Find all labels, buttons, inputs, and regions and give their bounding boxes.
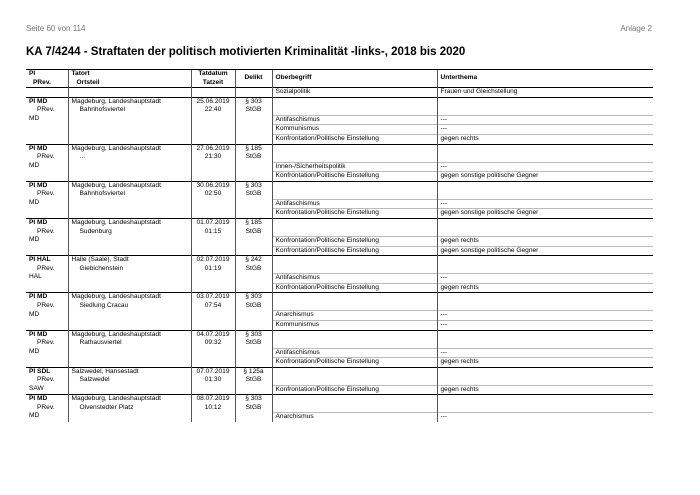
pi-cell bbox=[26, 330, 68, 367]
datum-value: 07.07.2019 bbox=[196, 367, 230, 375]
oberbegriff-cell: Anarchismus bbox=[272, 311, 437, 321]
pi-value: PI MD bbox=[29, 144, 48, 152]
tatort-value: Magdeburg, Landeshauptstadt bbox=[71, 97, 161, 105]
tatort-cell bbox=[68, 293, 191, 330]
record-row bbox=[26, 144, 653, 162]
unterthema-cell: --- bbox=[437, 125, 653, 135]
oberbegriff-cell: Konfrontation/Politische Einstellung bbox=[272, 283, 437, 293]
spacer-cell bbox=[272, 330, 437, 348]
datum-value: 25.06.2019 bbox=[196, 97, 230, 105]
tatort-value: Magdeburg, Landeshauptstadt bbox=[71, 330, 161, 338]
unterthema-cell: --- bbox=[437, 311, 653, 321]
pi-cell bbox=[26, 181, 68, 218]
zeit-value: 22:40 bbox=[204, 106, 222, 114]
spacer-cell bbox=[272, 395, 437, 413]
tatdatum-cell bbox=[191, 144, 235, 181]
oberbegriff-cell: Antifaschismus bbox=[272, 348, 437, 358]
tatort-cell bbox=[68, 181, 191, 218]
oberbegriff-cell: Konfrontation/Politische Einstellung bbox=[272, 172, 437, 182]
pi-cell bbox=[26, 218, 68, 255]
oberbegriff-cell: Innen-/Sicherheitspolitik bbox=[272, 162, 437, 172]
unterthema-cell: gegen rechts bbox=[437, 134, 653, 144]
datum-value: 02.07.2019 bbox=[196, 256, 230, 264]
record-row bbox=[26, 330, 653, 348]
annex-label: Anlage 2 bbox=[620, 24, 652, 33]
datum-value: 08.07.2019 bbox=[196, 395, 230, 403]
pi-value: PI MD bbox=[29, 97, 48, 105]
pi-value: PI MD bbox=[29, 293, 48, 301]
oberbegriff-cell: Kommunismus bbox=[272, 320, 437, 330]
oberbegriff-cell: Antifaschismus bbox=[272, 115, 437, 125]
pi-value: PI MD bbox=[29, 218, 48, 226]
spacer-cell bbox=[272, 181, 437, 199]
spacer-cell bbox=[437, 293, 653, 311]
unterthema-cell: --- bbox=[437, 320, 653, 330]
delikt-cell: § 185 StGB bbox=[235, 218, 272, 255]
spacer-cell bbox=[272, 97, 437, 115]
spacer-cell bbox=[437, 97, 653, 115]
unterthema-cell: gegen sonstige politische Gegner bbox=[437, 172, 653, 182]
col-unterthema: Unterthema bbox=[437, 70, 653, 88]
page-number: Seite 60 von 114 bbox=[26, 24, 86, 33]
pi-value: PI MD bbox=[29, 330, 48, 338]
prev-value: PRev. MD bbox=[29, 190, 55, 206]
zeit-value: 01:15 bbox=[204, 227, 222, 235]
oberbegriff-cell: Anarchismus bbox=[272, 413, 437, 422]
spacer-cell bbox=[272, 293, 437, 311]
empty-cell bbox=[68, 88, 191, 98]
tatort-cell bbox=[68, 218, 191, 255]
unterthema-cell: --- bbox=[437, 413, 653, 422]
oberbegriff-cell: Konfrontation/Politische Einstellung bbox=[272, 209, 437, 219]
spacer-cell bbox=[437, 181, 653, 199]
ortsteil-value: Olvenstedter Platz bbox=[79, 403, 134, 411]
tatort-value: Magdeburg, Landeshauptstadt bbox=[71, 293, 161, 301]
tatdatum-cell bbox=[191, 367, 235, 395]
unterthema-cell: --- bbox=[437, 274, 653, 284]
tatort-value: Salzwedel, Hansestadt bbox=[71, 367, 139, 375]
ortsteil-value: Rathausviertel bbox=[79, 339, 122, 347]
spacer-cell bbox=[437, 144, 653, 162]
tatort-cell bbox=[68, 97, 191, 144]
delikt-cell: § 303 StGB bbox=[235, 395, 272, 422]
tatdatum-cell bbox=[191, 181, 235, 218]
oberbegriff-cell: Kommunismus bbox=[272, 125, 437, 135]
zeit-value: 02:50 bbox=[204, 190, 222, 198]
spacer-cell bbox=[437, 256, 653, 274]
tatort-cell bbox=[68, 367, 191, 395]
ortsteil-value: Bahnhofsviertel bbox=[79, 190, 125, 198]
pi-value: PI MD bbox=[29, 395, 48, 403]
ortsteil-value: Salzwedel bbox=[79, 376, 110, 384]
record-row bbox=[26, 97, 653, 115]
record-row bbox=[26, 367, 653, 385]
delikt-cell: § 303 StGB bbox=[235, 181, 272, 218]
tatdatum-cell bbox=[191, 218, 235, 255]
datum-value: 01.07.2019 bbox=[196, 218, 230, 226]
ortsteil-value: ... bbox=[79, 153, 85, 161]
record-row bbox=[26, 181, 653, 199]
unterthema-cell: Frauen und Gleichstellung bbox=[437, 88, 653, 98]
table-header bbox=[26, 70, 653, 88]
oberbegriff-cell: Antifaschismus bbox=[272, 199, 437, 209]
datum-value: 03.07.2019 bbox=[196, 293, 230, 301]
unterthema-cell: gegen rechts bbox=[437, 358, 653, 368]
oberbegriff-cell: Konfrontation/Politische Einstellung bbox=[272, 385, 437, 395]
document-title: KA 7/4244 - Straftaten der politisch motivierten Kriminalität -links-, 2018 bis 2020 bbox=[26, 46, 466, 58]
empty-cell bbox=[235, 88, 272, 98]
delikt-cell: § 303 StGB bbox=[235, 293, 272, 330]
prev-value: PRev. MD bbox=[29, 339, 55, 355]
spacer-cell bbox=[272, 256, 437, 274]
tatdatum-cell bbox=[191, 256, 235, 293]
delikt-cell: § 185 StGB bbox=[235, 144, 272, 181]
zeit-value: 01:30 bbox=[204, 376, 222, 384]
tatort-value: Magdeburg, Landeshauptstadt bbox=[71, 218, 161, 226]
tatort-cell bbox=[68, 144, 191, 181]
pi-value: PI HAL bbox=[29, 256, 51, 264]
tatort-value: Halle (Saale), Stadt bbox=[71, 256, 129, 264]
record-row bbox=[26, 395, 653, 413]
pi-cell bbox=[26, 293, 68, 330]
unterthema-cell: gegen sonstige politische Gegner bbox=[437, 246, 653, 256]
delikt-cell: § 242 StGB bbox=[235, 256, 272, 293]
unterthema-cell: --- bbox=[437, 162, 653, 172]
col-tatdatum: Tatdatum Tatzeit bbox=[191, 70, 235, 88]
table-row bbox=[26, 88, 653, 98]
col-tatort: Tatort Ortsteil bbox=[68, 70, 191, 88]
oberbegriff-cell: Sozialpolitik bbox=[272, 88, 437, 98]
zeit-value: 21:30 bbox=[204, 153, 222, 161]
spacer-cell bbox=[437, 395, 653, 413]
ortsteil-value: Siedlung Cracau bbox=[79, 301, 129, 309]
spacer-cell bbox=[437, 218, 653, 236]
tatdatum-cell bbox=[191, 395, 235, 422]
crime-table bbox=[26, 69, 653, 422]
datum-value: 04.07.2019 bbox=[196, 330, 230, 338]
pi-value: PI MD bbox=[29, 181, 48, 189]
spacer-cell bbox=[437, 367, 653, 385]
empty-cell bbox=[191, 88, 235, 98]
delikt-cell: § 125a StGB bbox=[235, 367, 272, 395]
tatdatum-cell bbox=[191, 330, 235, 367]
record-row bbox=[26, 293, 653, 311]
unterthema-cell: --- bbox=[437, 348, 653, 358]
unterthema-cell: --- bbox=[437, 199, 653, 209]
record-row bbox=[26, 256, 653, 274]
unterthema-cell: gegen rechts bbox=[437, 385, 653, 395]
zeit-value: 10:12 bbox=[204, 403, 222, 411]
oberbegriff-cell: Konfrontation/Politische Einstellung bbox=[272, 236, 437, 246]
tatort-value: Magdeburg, Landeshauptstadt bbox=[71, 144, 161, 152]
pi-cell bbox=[26, 256, 68, 293]
prev-value: PRev. MD bbox=[29, 153, 55, 169]
prev-value: PRev. MD bbox=[29, 106, 55, 122]
col-oberbegriff: Oberbegriff bbox=[272, 70, 437, 88]
col-delikt: Delikt bbox=[235, 70, 272, 88]
pi-cell bbox=[26, 144, 68, 181]
zeit-value: 01:19 bbox=[204, 264, 222, 272]
tatort-value: Magdeburg, Landeshauptstadt bbox=[71, 395, 161, 403]
col-pi: PI PRev. bbox=[26, 70, 68, 88]
unterthema-cell: gegen sonstige politische Gegner bbox=[437, 209, 653, 219]
pi-cell bbox=[26, 367, 68, 395]
empty-cell bbox=[26, 88, 68, 98]
pi-cell bbox=[26, 395, 68, 422]
tatort-cell bbox=[68, 330, 191, 367]
zeit-value: 07:54 bbox=[204, 301, 222, 309]
unterthema-cell: --- bbox=[437, 115, 653, 125]
delikt-cell: § 303 StGB bbox=[235, 330, 272, 367]
unterthema-cell: gegen rechts bbox=[437, 283, 653, 293]
prev-value: PRev. MD bbox=[29, 301, 55, 318]
pi-cell bbox=[26, 97, 68, 144]
delikt-cell: § 303 StGB bbox=[235, 97, 272, 144]
tatdatum-cell bbox=[191, 97, 235, 144]
ortsteil-value: Bahnhofsviertel bbox=[79, 106, 125, 114]
tatort-cell bbox=[68, 395, 191, 422]
pi-value: PI SDL bbox=[29, 367, 51, 375]
tatdatum-cell bbox=[191, 293, 235, 330]
tatort-value: Magdeburg, Landeshauptstadt bbox=[71, 181, 161, 189]
spacer-cell bbox=[272, 367, 437, 385]
zeit-value: 09:32 bbox=[204, 339, 222, 347]
ortsteil-value: Giebichenstein bbox=[79, 264, 124, 272]
prev-value: PRev. MD bbox=[29, 403, 55, 420]
oberbegriff-cell: Antifaschismus bbox=[272, 274, 437, 284]
spacer-cell bbox=[272, 144, 437, 162]
ortsteil-value: Sudenburg bbox=[79, 227, 112, 235]
unterthema-cell: gegen rechts bbox=[437, 236, 653, 246]
oberbegriff-cell: Konfrontation/Politische Einstellung bbox=[272, 358, 437, 368]
datum-value: 30.06.2019 bbox=[196, 181, 230, 189]
oberbegriff-cell: Konfrontation/Politische Einstellung bbox=[272, 246, 437, 256]
prev-value: PRev. HAL bbox=[29, 264, 55, 281]
prev-value: PRev. SAW bbox=[29, 376, 55, 392]
spacer-cell bbox=[437, 330, 653, 348]
spacer-cell bbox=[272, 218, 437, 236]
tatort-cell bbox=[68, 256, 191, 293]
record-row bbox=[26, 218, 653, 236]
prev-value: PRev. MD bbox=[29, 227, 55, 244]
datum-value: 27.06.2019 bbox=[196, 144, 230, 152]
oberbegriff-cell: Konfrontation/Politische Einstellung bbox=[272, 134, 437, 144]
